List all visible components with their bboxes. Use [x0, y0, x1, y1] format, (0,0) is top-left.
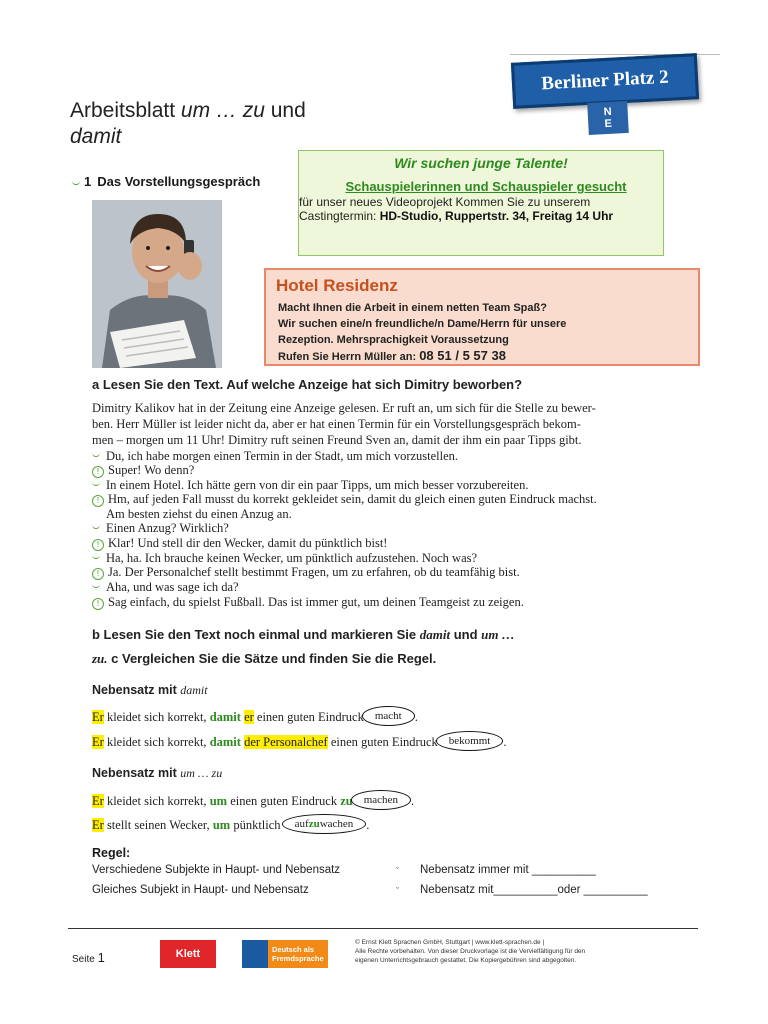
arrow-icon: ˇ	[396, 886, 399, 896]
ad-hotel	[264, 268, 700, 366]
dialogue-line: ! Ja. Der Personalchef stellt bestimmt Fragen, um zu erfahren, ob du teamfähig bist.	[92, 565, 520, 580]
speaker-s-icon: !	[92, 495, 104, 507]
dialogue-line: Einen Anzug? Wirklich?	[92, 521, 229, 536]
dialogue-line: ! Sag einfach, du spielst Fußball. Das ist immer gut, um deinen Teamgeist zu zeigen.	[92, 595, 524, 610]
ad-casting-headline: Wir suchen junge Talente!	[394, 155, 568, 171]
intro-paragraph: Dimitry Kalikov hat in der Zeitung eine Anzeige gelesen. Er ruft an, um sich für die Stelle zu bewer- ben. Herr Müller ist leider nicht da, aber er hat einen Termin für ein Vorstellungsgespräch bekom- men – morgen um 11 Uhr! Dimitry ruft seinen Freund Sven an, damit der ihm ein paar Tipps gibt.	[92, 401, 596, 447]
speaker-d-icon	[92, 554, 100, 559]
tick-icon	[72, 180, 80, 185]
section-heading: 1 Das Vorstellungsgespräch	[72, 174, 260, 189]
arrow-icon: ˇ	[396, 866, 399, 876]
footer-rule	[68, 928, 698, 929]
ad-hotel-headline: Hotel Residenz	[276, 276, 398, 295]
regel-row1-left: Verschiedene Subjekte in Haupt- und Nebensatz	[92, 864, 341, 876]
brand-badge: N E	[587, 101, 629, 135]
speaker-s-icon: !	[92, 598, 104, 610]
brand-logo: Berliner Platz 2	[511, 53, 699, 109]
regel-row2-left: Gleiches Subjekt in Haupt- und Nebensatz	[92, 884, 309, 896]
task-c-label: zu. c Vergleichen Sie die Sätze und finden Sie die Regel.	[92, 651, 437, 666]
speaker-d-icon	[92, 583, 100, 588]
ad-casting-subheadline: Schauspielerinnen und Schauspieler gesucht	[345, 179, 627, 194]
speaker-s-icon: !	[92, 568, 104, 580]
verb-oval: macht	[362, 706, 415, 726]
copyright-notice: © Ernst Klett Sprachen GmbH, Stuttgart | www.klett-sprachen.de | Alle Rechte vorbehalten. Von dieser Druckvorlage ist die Vervielfältigung für den eigenen Unterrichtsgebrauch gestattet. Die Kopiergebühren sind abgegolten.	[355, 939, 586, 964]
nebensatz-um-heading: Nebensatz mit um … zu	[92, 766, 223, 780]
dialogue-line: Aha, und was sage ich da?	[92, 580, 239, 595]
task-b-label: b Lesen Sie den Text noch einmal und markieren Sie damit und um …	[92, 627, 515, 642]
task-a-label: a Lesen Sie den Text. Auf welche Anzeige hat sich Dimitry beworben?	[92, 377, 523, 392]
dialogue-line: ! Super! Wo denn?	[92, 463, 194, 478]
speaker-s-icon: !	[92, 466, 104, 478]
speaker-d-icon	[92, 524, 100, 529]
page-title: Arbeitsblatt um … zu und damit	[70, 99, 306, 148]
regel-row1-right: Nebensatz immer mit __________	[420, 864, 596, 876]
speaker-d-icon	[92, 481, 100, 486]
nebensatz-damit-heading: Nebensatz mit damit	[92, 683, 208, 697]
regel-heading: Regel:	[92, 846, 131, 860]
example-sentence: Er kleidet sich korrekt, damit der Personalchef einen guten Eindruck bekommt .	[92, 731, 506, 751]
verb-oval: machen	[351, 790, 411, 810]
dialogue-line: Am besten ziehst du einen Anzug an.	[106, 507, 292, 521]
verb-oval: aufzuwachen	[282, 814, 367, 834]
example-sentence: Er kleidet sich korrekt, damit er einen guten Eindruck macht .	[92, 706, 418, 726]
example-sentence: Er stellt seinen Wecker, um pünktlich aufzuwachen .	[92, 814, 369, 834]
speaker-s-icon: !	[92, 539, 104, 551]
dialogue-line: Ha, ha. Ich brauche keinen Wecker, um pünktlich aufzustehen. Noch was?	[92, 551, 477, 566]
verb-oval: bekommt	[436, 731, 504, 751]
ad-hotel-body: Macht Ihnen die Arbeit in einem netten Team Spaß? Wir suchen eine/n freundliche/n Dame/Herrn für unsere Rezeption. Mehrsprachigkeit Voraussetzung Rufen Sie Herrn Müller an: 08 51 / 5 57 38	[278, 302, 567, 363]
dialogue-line: In einem Hotel. Ich hätte gern von dir ein paar Tipps, um mich besser vorzubereiten.	[92, 478, 528, 493]
man-on-phone-photo	[92, 200, 222, 368]
dialogue-line: ! Hm, auf jeden Fall musst du korrekt gekleidet sein, damit du gleich einen guten Eindruck machst.	[92, 492, 597, 507]
daf-logo: Deutsch als Fremdsprache	[242, 940, 328, 968]
regel-row2-right: Nebensatz mit__________oder __________	[420, 884, 648, 896]
example-sentence: Er kleidet sich korrekt, um einen guten Eindruck zu machen .	[92, 790, 414, 810]
dialogue-line: Du, ich habe morgen einen Termin in der Stadt, um mich vorzustellen.	[92, 449, 458, 464]
ad-casting	[298, 150, 664, 256]
dialogue-line: ! Klar! Und stell dir den Wecker, damit du pünktlich bist!	[92, 536, 387, 551]
klett-logo: Klett	[160, 940, 216, 968]
page-number: Seite 1	[72, 950, 105, 965]
speaker-d-icon	[92, 452, 100, 457]
phone-number: 08 51 / 5 57 38	[419, 348, 506, 363]
ad-casting-body: für unser neues Videoprojekt Kommen Sie zu unserem Castingtermin: HD-Studio, Ruppertstr. 34, Freitag 14 Uhr	[299, 195, 614, 223]
